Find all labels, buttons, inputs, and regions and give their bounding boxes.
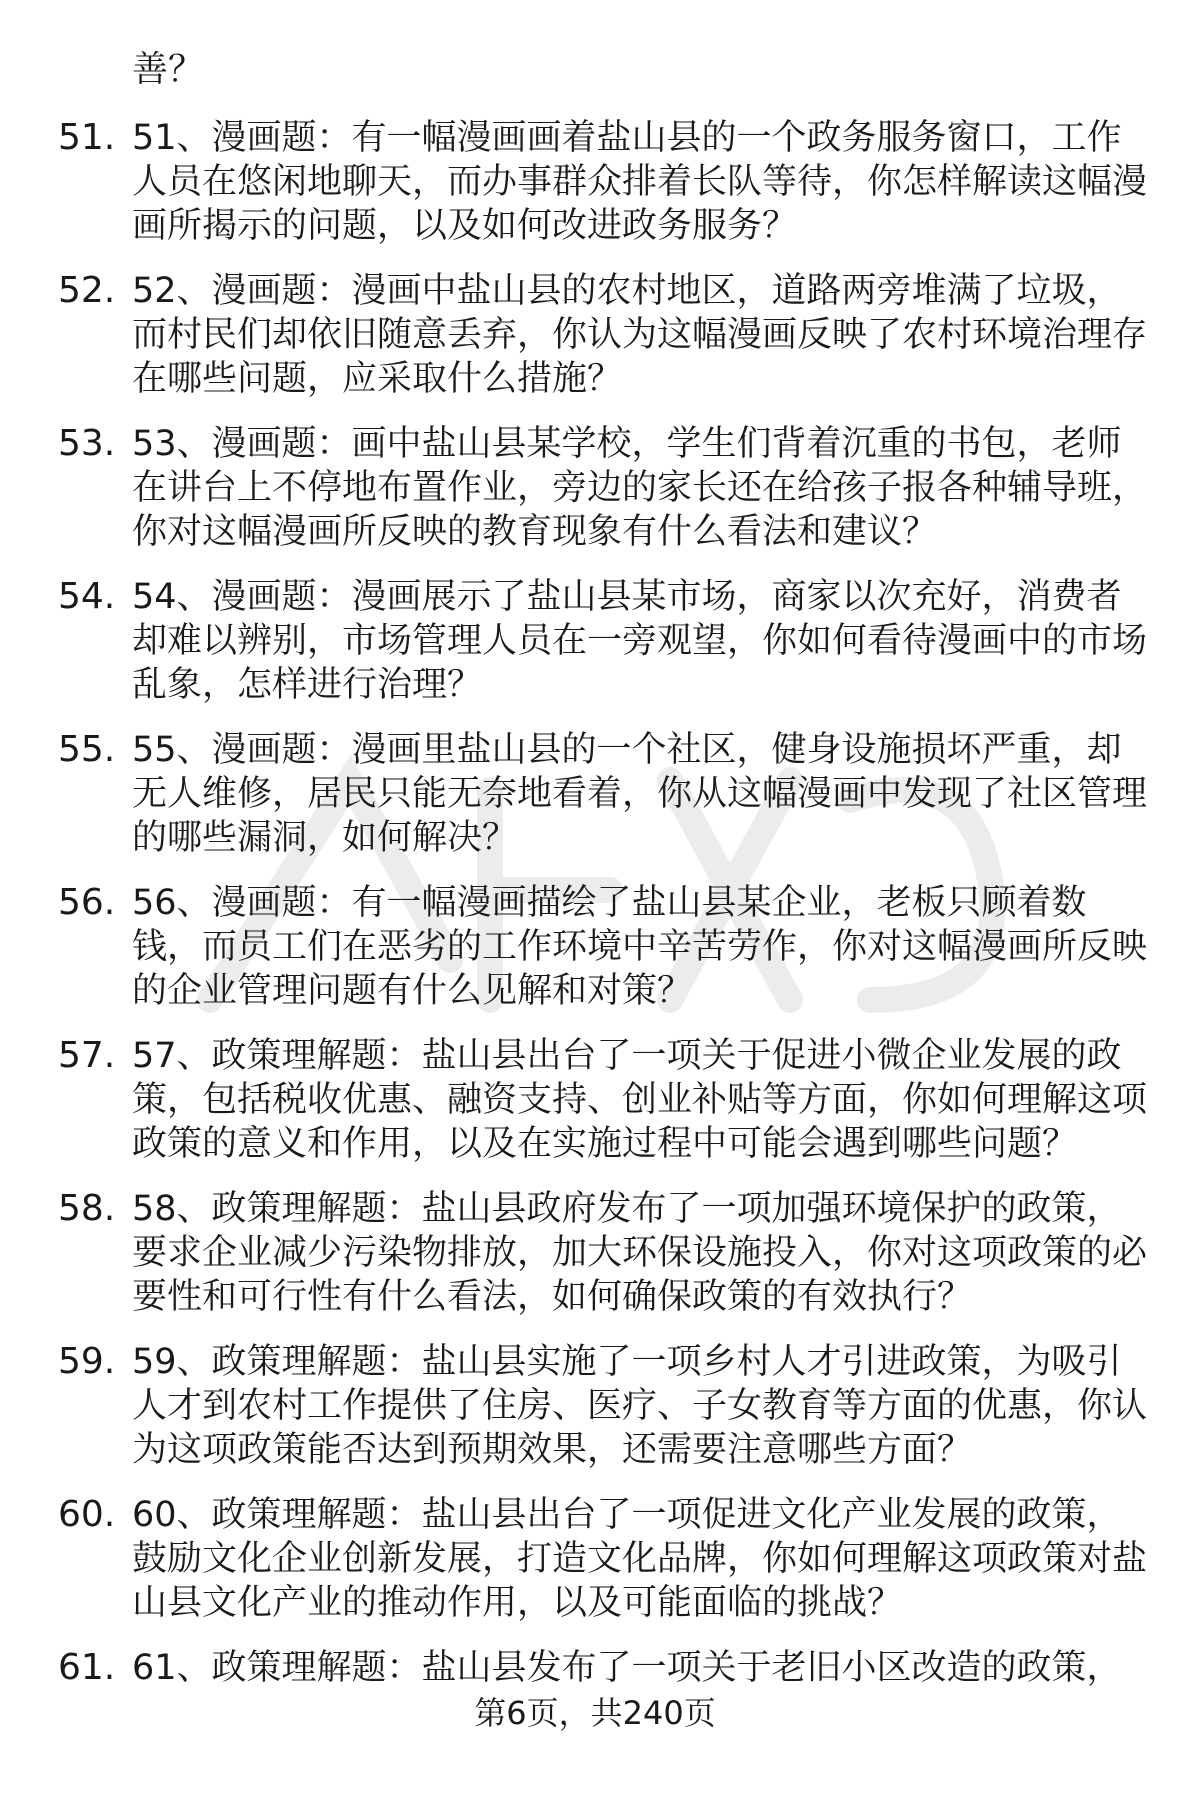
question-text: 59、政策理解题：盐山县实施了一项乡村人才引进政策，为吸引人才到农村工作提供了住房、医疗、子女教育等方面的优惠，你认为这项政策能否达到预期效果，还需要注意哪些方面？ [132,1342,1148,1470]
question-text: 51、漫画题：有一幅漫画画着盐山县的一个政务服务窗口，工作人员在悠闲地聊天，而办事群众排着长队等待，你怎样解读这幅漫画所揭示的问题，以及如何改进政务服务？ [132,118,1148,246]
question-text: 60、政策理解题：盐山县出台了一项促进文化产业发展的政策，鼓励文化企业创新发展，打造文化品牌，你如何理解这项政策对盐山县文化产业的推动作用，以及可能面临的挑战？ [132,1495,1148,1623]
list-item [0,269,1190,422]
list-item [0,575,1190,728]
list-item [0,1340,1190,1493]
carryover-text: 善？ [132,49,205,90]
list-item [0,1187,1190,1340]
question-text: 56、漫画题：有一幅漫画描绘了盐山县某企业，老板只顾着数钱，而员工们在恶劣的工作环境中辛苦劳作，你对这幅漫画所反映的企业管理问题有什么见解和对策？ [132,883,1148,1011]
question-text: 53、漫画题：画中盐山县某学校，学生们背着沉重的书包，老师在讲台上不停地布置作业，旁边的家长还在给孩子报各种辅导班，你对这幅漫画所反映的教育现象有什么看法和建议？ [132,424,1148,552]
list-number: 53. [58,423,116,464]
question-text: 57、政策理解题：盐山县出台了一项关于促进小微企业发展的政策，包括税收优惠、融资支持、创业补贴等方面，你如何理解这项政策的意义和作用，以及在实施过程中可能会遇到哪些问题？ [132,1036,1148,1164]
question-text: 54、漫画题：漫画展示了盐山县某市场，商家以次充好，消费者却难以辨别，市场管理人员在一旁观望，你如何看待漫画中的市场乱象，怎样进行治理？ [132,577,1148,705]
question-text: 52、漫画题：漫画中盐山县的农村地区，道路两旁堆满了垃圾，而村民们却依旧随意丢弃，你认为这幅漫画反映了农村环境治理存在哪些问题，应采取什么措施？ [132,271,1148,399]
list-item [0,1034,1190,1187]
list-number: 54. [58,576,116,617]
list-number: 57. [58,1035,116,1076]
list-number: 61. [58,1647,116,1688]
list-item [0,728,1190,881]
list-number: 60. [58,1494,116,1535]
page-footer: 第6页，共240页 [474,1694,716,1732]
list-item [0,116,1190,269]
list-number: 56. [58,882,116,923]
list-number: 51. [58,117,116,158]
question-list [0,116,1190,1799]
question-text: 55、漫画题：漫画里盐山县的一个社区，健身设施损坏严重，却无人维修，居民只能无奈地看着，你从这幅漫画中发现了社区管理的哪些漏洞，如何解决？ [132,730,1148,858]
list-number: 59. [58,1341,116,1382]
list-number: 58. [58,1188,116,1229]
list-number: 55. [58,729,116,770]
list-item [0,881,1190,1034]
question-text: 61、政策理解题：盐山县发布了一项关于老旧小区改造的政策， [132,1648,1122,1688]
question-text: 58、政策理解题：盐山县政府发布了一项加强环境保护的政策，要求企业减少污染物排放，加大环保设施投入，你对这项政策的必要性和可行性有什么看法，如何确保政策的有效执行？ [132,1189,1148,1317]
list-item [0,422,1190,575]
list-item [0,1493,1190,1646]
list-number: 52. [58,270,116,311]
